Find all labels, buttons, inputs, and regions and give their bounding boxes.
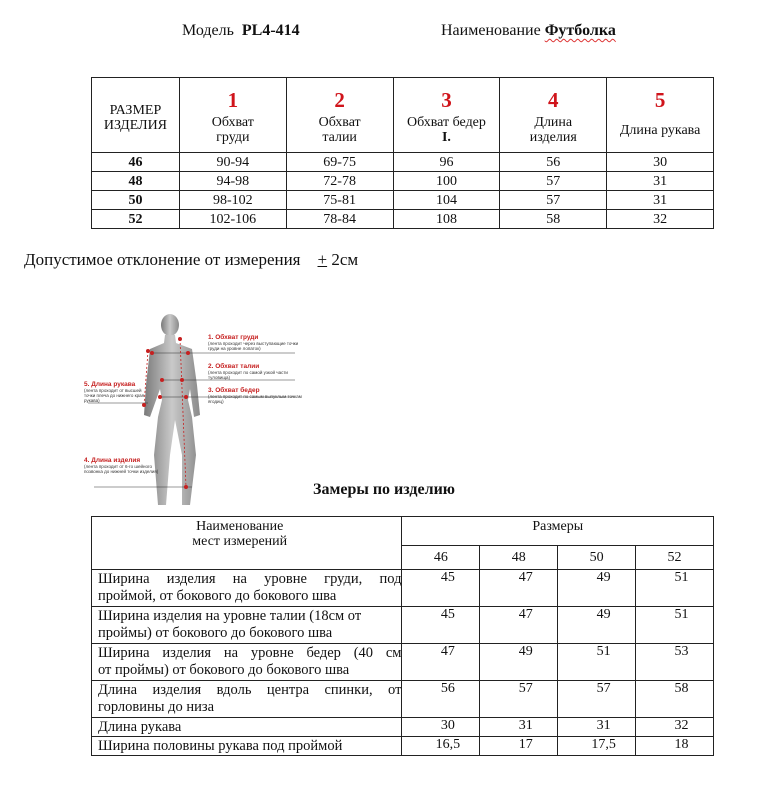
col-num: 3 [393, 78, 500, 109]
col-label-line: груди [216, 130, 250, 145]
cell: 98-102 [179, 191, 286, 210]
cell-value: 49 [518, 644, 533, 659]
measure-name: Длина рукава [92, 718, 402, 737]
cell [558, 737, 636, 756]
name-header-line: мест измерений [192, 534, 288, 549]
table-row [92, 191, 714, 210]
col-label-line: Длина рукава [619, 122, 701, 138]
cell [480, 644, 558, 681]
annotation-chest [208, 334, 308, 351]
measure-table [91, 516, 714, 756]
cell: 31 [607, 191, 714, 210]
table-row [92, 172, 714, 191]
name-header-line: Наименование [196, 519, 284, 534]
size-header-cell [92, 78, 180, 153]
cell: 32 [607, 210, 714, 229]
col-num: 4 [500, 78, 607, 109]
cell [558, 681, 636, 718]
table-row [92, 681, 714, 718]
measure-name-line: горловины до низа [98, 699, 215, 715]
name-label: Наименование [441, 22, 541, 39]
col-num: 5 [607, 78, 714, 109]
col-num: 2 [286, 78, 393, 109]
cell-value: 18 [674, 737, 689, 752]
cell [402, 681, 480, 718]
model-value: PL4-414 [241, 22, 300, 39]
cell [636, 718, 714, 737]
cell: 90-94 [179, 153, 286, 172]
annotation-hips [208, 387, 308, 404]
cell-value: 16,5 [435, 737, 461, 752]
cell [636, 644, 714, 681]
col-label [286, 108, 393, 153]
col-label [607, 108, 714, 153]
cell [480, 718, 558, 737]
cell-value: 17,5 [591, 737, 616, 752]
annotation-waist [208, 363, 308, 380]
col-label-line: изделия [529, 130, 577, 145]
col-label-line: талии [322, 130, 357, 145]
annotation-sleeve [84, 381, 148, 403]
cell-value: 47 [518, 607, 533, 622]
cell-value: 31 [518, 718, 533, 733]
cell: 100 [393, 172, 500, 191]
tolerance-text: Допустимое отклонение от измерения [24, 250, 301, 269]
cell-value: 53 [674, 644, 689, 659]
annotation-sub: (лента проходит от 6-го шейного позвонка до нижней точки изделия) [84, 464, 159, 474]
col-label-line: Обхват [318, 115, 361, 130]
size-header-line2: ИЗДЕЛИЯ [103, 118, 168, 133]
cell-value: 47 [440, 644, 455, 659]
measure-name [92, 570, 402, 607]
cell-value: 45 [440, 607, 455, 622]
table-row [92, 153, 714, 172]
annotation-sub: (лента проходит по самым выпуклым точкам ягодиц) [208, 394, 302, 404]
col-label-line: Обхват [211, 115, 254, 130]
row-size: 46 [92, 153, 180, 172]
name-value: Футболка [544, 22, 616, 39]
cell [558, 644, 636, 681]
model-label: Модель [182, 22, 234, 39]
annotation-title: 3. Обхват бедер [208, 387, 260, 394]
annotation-title: 2. Обхват талии [208, 363, 260, 370]
cell [636, 570, 714, 607]
cell-value: 57 [518, 681, 533, 696]
annotation-sub: (лента проходит по самой узкой части туловища) [208, 370, 288, 380]
cell: 104 [393, 191, 500, 210]
name-line [441, 22, 616, 40]
table-row [92, 644, 714, 681]
cell-value: 49 [596, 570, 611, 585]
row-size: 48 [92, 172, 180, 191]
name-header-cell [92, 517, 402, 570]
cell-value: 47 [518, 570, 533, 585]
size-header-line1: РАЗМЕР [109, 103, 162, 118]
cell [402, 718, 480, 737]
cell [636, 737, 714, 756]
cell: 57 [500, 191, 607, 210]
measure-name-line: Ширина изделия на уровне груди, под [98, 571, 402, 587]
cell: 57 [500, 172, 607, 191]
cell [480, 607, 558, 644]
cell: 58 [500, 210, 607, 229]
annotation-title: 5. Длина рукава [84, 381, 136, 388]
row-size: 52 [92, 210, 180, 229]
measure-name-line: Ширина изделия на уровне бедер (40 см [98, 645, 402, 661]
cell-value: 51 [596, 644, 611, 659]
cell: 94-98 [179, 172, 286, 191]
tolerance-value: 2см [331, 250, 359, 269]
cell-value: 57 [596, 681, 611, 696]
measure-name-line: от проймы) от бокового до бокового шва [98, 662, 350, 678]
row-size: 50 [92, 191, 180, 210]
measure-name-line: проймой, от бокового до бокового шва [98, 588, 337, 604]
annotation-title: 1. Обхват груди [208, 334, 259, 341]
table-row [92, 718, 714, 737]
cell: 78-84 [286, 210, 393, 229]
col-label [179, 108, 286, 153]
model-line [182, 22, 300, 40]
measure-name-line: Длина изделия вдоль центра спинки, от [98, 682, 402, 698]
size-header: 46 [402, 546, 480, 570]
annotation-length [84, 457, 166, 474]
cell-value: 58 [674, 681, 689, 696]
cell: 108 [393, 210, 500, 229]
plus-minus-sign: + [317, 250, 328, 269]
cell [558, 570, 636, 607]
size-header: 50 [558, 546, 636, 570]
cell [480, 570, 558, 607]
measure-name-line: проймы) от бокового до бокового шва [98, 625, 333, 641]
table-row [92, 570, 714, 607]
cell [480, 681, 558, 718]
cell-value: 17 [518, 737, 533, 752]
cell [402, 737, 480, 756]
cell [558, 718, 636, 737]
measure-name [92, 644, 402, 681]
cell [480, 737, 558, 756]
cell-value: 56 [440, 681, 455, 696]
cell [636, 681, 714, 718]
tolerance-note [24, 250, 358, 270]
cell [558, 607, 636, 644]
measure-name [92, 681, 402, 718]
table-row [92, 737, 714, 756]
cell-value: 49 [596, 607, 611, 622]
cell-value: 32 [674, 718, 689, 733]
col-label-line: Обхват бедер [407, 115, 486, 130]
cell: 96 [393, 153, 500, 172]
cell: 69-75 [286, 153, 393, 172]
measure-name: Ширина половины рукава под проймой [92, 737, 402, 756]
col-label-line: I. [441, 130, 451, 145]
size-header: 52 [636, 546, 714, 570]
cell: 56 [500, 153, 607, 172]
annotation-sub: (лента проходит от высшей точки плеча до нижнего края рукава) [84, 388, 145, 403]
cell [402, 644, 480, 681]
col-label [393, 108, 500, 153]
sizes-header: Размеры [402, 517, 714, 546]
measure-title: Замеры по изделию [313, 481, 456, 498]
col-label-line: Длина [534, 115, 573, 130]
table-row [92, 210, 714, 229]
cell-value: 31 [596, 718, 611, 733]
cell-value: 51 [674, 570, 689, 585]
measure-name [92, 607, 402, 644]
size-header: 48 [480, 546, 558, 570]
col-label [500, 108, 607, 153]
cell [636, 607, 714, 644]
measure-name-line: Ширина изделия на уровне талии (18см от [98, 608, 362, 624]
cell: 72-78 [286, 172, 393, 191]
cell [402, 607, 480, 644]
col-num: 1 [179, 78, 286, 109]
measurement-figure [80, 305, 310, 510]
cell: 31 [607, 172, 714, 191]
cell-value: 51 [674, 607, 689, 622]
cell-value: 30 [440, 718, 455, 733]
cell [402, 570, 480, 607]
woman-silhouette [144, 314, 200, 505]
cell: 30 [607, 153, 714, 172]
cell-value: 45 [440, 570, 455, 585]
annotation-title: 4. Длина изделия [84, 457, 141, 464]
annotation-sub: (лента проходит через выступающие точки груди на уровне лопаток) [208, 341, 299, 351]
cell: 102-106 [179, 210, 286, 229]
cell: 75-81 [286, 191, 393, 210]
table-row [92, 607, 714, 644]
size-table [91, 77, 714, 229]
